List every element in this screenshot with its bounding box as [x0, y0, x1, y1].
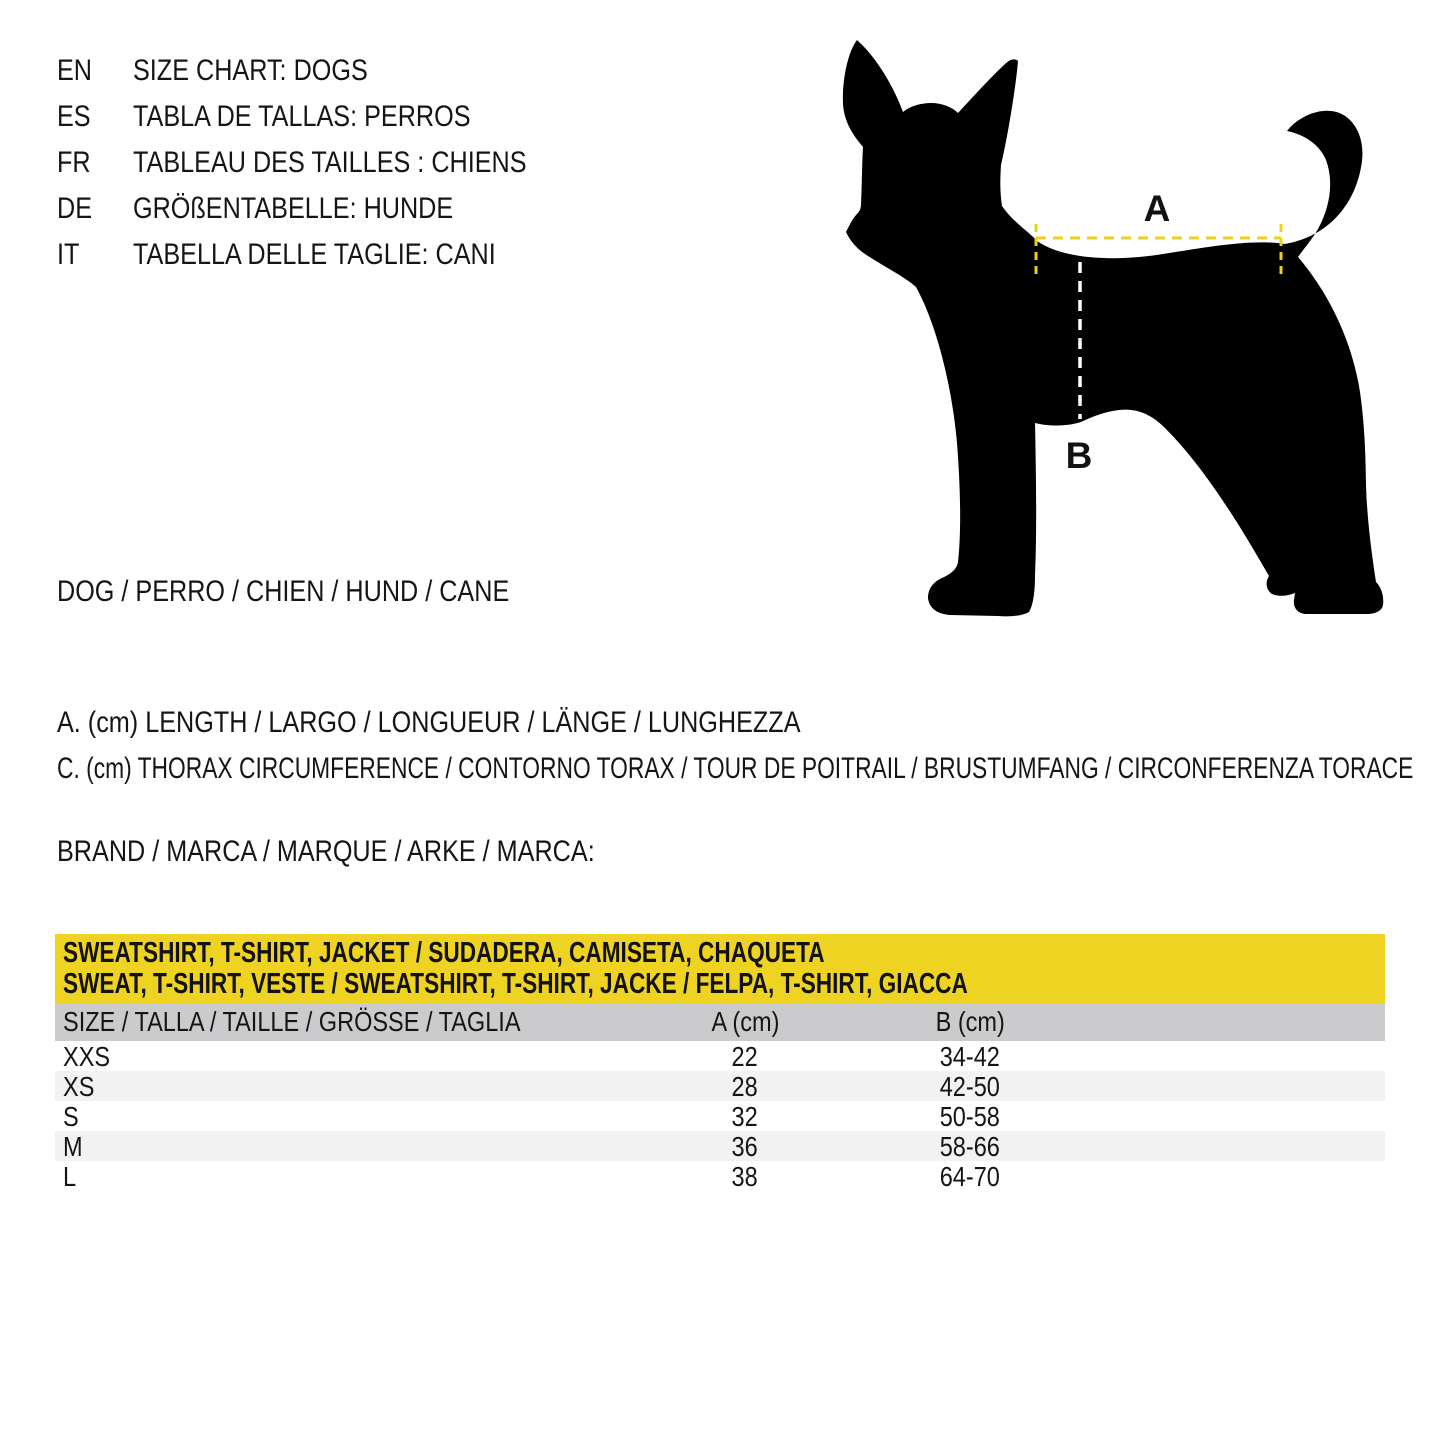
chart-title: TABLEAU DES TAILLES : CHIENS: [133, 146, 527, 179]
chart-title: SIZE CHART: DOGS: [133, 54, 369, 87]
dog-measurement-diagram: [815, 15, 1395, 627]
legend-line-c: C. (cm) THORAX CIRCUMFERENCE / CONTORNO TORAX / TOUR DE POITRAIL / BRUSTUMFANG / CIRCONFERENZA TORACE: [57, 752, 1414, 785]
size-table: [55, 934, 1385, 1191]
column-header-b: B (cm): [935, 1006, 1005, 1037]
cell-b: 50-58: [939, 1101, 1001, 1132]
lang-code: FR: [57, 146, 91, 179]
cell-a: 38: [731, 1161, 759, 1192]
chart-title: TABLA DE TALLAS: PERROS: [133, 100, 471, 133]
cell-a: 32: [731, 1101, 759, 1132]
language-title-block: [57, 48, 602, 278]
lang-row-de: [57, 186, 602, 232]
lang-row-fr: [57, 140, 602, 186]
table-row: [55, 1161, 1385, 1191]
chart-title: TABELLA DELLE TAGLIE: CANI: [133, 238, 497, 271]
table-title-line: SWEATSHIRT, T-SHIRT, JACKET / SUDADERA, CAMISETA, CHAQUETA: [63, 937, 825, 969]
table-row: [55, 1131, 1385, 1161]
lang-row-es: [57, 94, 602, 140]
cell-size: L: [63, 1161, 77, 1192]
table-row: [55, 1041, 1385, 1071]
cell-a: 28: [731, 1071, 759, 1102]
animal-caption: DOG / PERRO / CHIEN / HUND / CANE: [57, 575, 510, 608]
cell-b: 58-66: [939, 1131, 1001, 1162]
dog-silhouette: [843, 40, 1383, 616]
table-row: [55, 1101, 1385, 1131]
table-row: [55, 1071, 1385, 1101]
cell-size: XS: [63, 1071, 95, 1102]
brand-label: BRAND / MARCA / MARQUE / ARKE / MARCA:: [57, 835, 595, 868]
table-title-line: SWEAT, T-SHIRT, VESTE / SWEATSHIRT, T-SHIRT, JACKE / FELPA, T-SHIRT, GIACCA: [63, 968, 968, 1000]
measure-b-label: B: [1065, 435, 1093, 476]
lang-code: DE: [57, 192, 93, 225]
table-title-band: [55, 934, 1385, 1003]
lang-code: EN: [57, 54, 93, 87]
lang-code: ES: [57, 100, 91, 133]
cell-size: S: [63, 1101, 79, 1132]
cell-a: 36: [731, 1131, 759, 1162]
cell-b: 64-70: [939, 1161, 1001, 1192]
lang-row-en: [57, 48, 602, 94]
cell-a: 22: [731, 1041, 759, 1072]
measure-a-label: A: [1143, 188, 1171, 229]
column-header-size: SIZE / TALLA / TAILLE / GRÖSSE / TAGLIA: [63, 1006, 521, 1037]
lang-row-it: [57, 232, 602, 278]
measurement-legend: [57, 700, 1445, 792]
cell-size: M: [63, 1131, 83, 1162]
legend-line-a: A. (cm) LENGTH / LARGO / LONGUEUR / LÄNGE / LUNGHEZZA: [57, 706, 801, 739]
cell-size: XXS: [63, 1041, 111, 1072]
cell-b: 34-42: [939, 1041, 1001, 1072]
cell-b: 42-50: [939, 1071, 1001, 1102]
table-column-header: [55, 1003, 1385, 1041]
chart-title: GRÖßENTABELLE: HUNDE: [133, 192, 454, 225]
lang-code: IT: [57, 238, 80, 271]
column-header-a: A (cm): [711, 1006, 779, 1037]
